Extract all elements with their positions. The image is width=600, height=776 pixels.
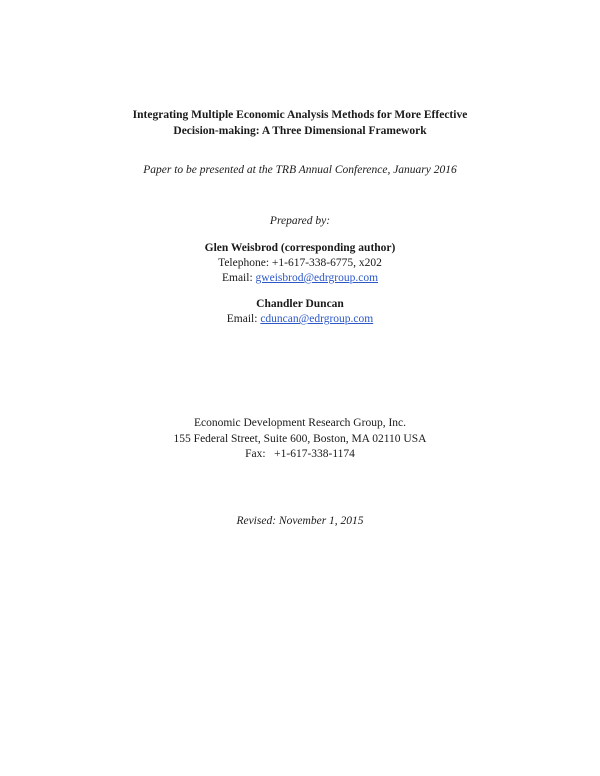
conference-note: Paper to be presented at the TRB Annual Conference, January 2016 <box>143 164 457 176</box>
author-2-name: Chandler Duncan <box>256 298 344 310</box>
author-1-name: Glen Weisbrod (corresponding author) <box>204 242 396 254</box>
organization-address: 155 Federal Street, Suite 600, Boston, MA 02110 USA <box>173 433 427 445</box>
paper-title-line-2: Decision-making: A Three Dimensional Framework <box>173 125 427 137</box>
organization-fax: Fax: +1-617-338-1174 <box>245 448 355 460</box>
author-1-telephone: Telephone: +1-617-338-6775, x202 <box>218 257 382 269</box>
author-2-email-label: Email: <box>226 313 261 325</box>
paper-title-line-1: Integrating Multiple Economic Analysis Methods for More Effective <box>132 109 468 121</box>
author-1-email-line <box>0 270 600 286</box>
author-2-email-line <box>0 311 600 327</box>
organization-name: Economic Development Research Group, Inc. <box>193 417 407 429</box>
author-2-email-link[interactable]: cduncan@edrgroup.com <box>260 313 374 325</box>
author-1-email-link[interactable]: gweisbrod@edrgroup.com <box>255 272 379 284</box>
author-1-email-label: Email: <box>221 272 256 284</box>
revision-date: Revised: November 1, 2015 <box>236 515 364 527</box>
prepared-by-label: Prepared by: <box>269 215 331 227</box>
